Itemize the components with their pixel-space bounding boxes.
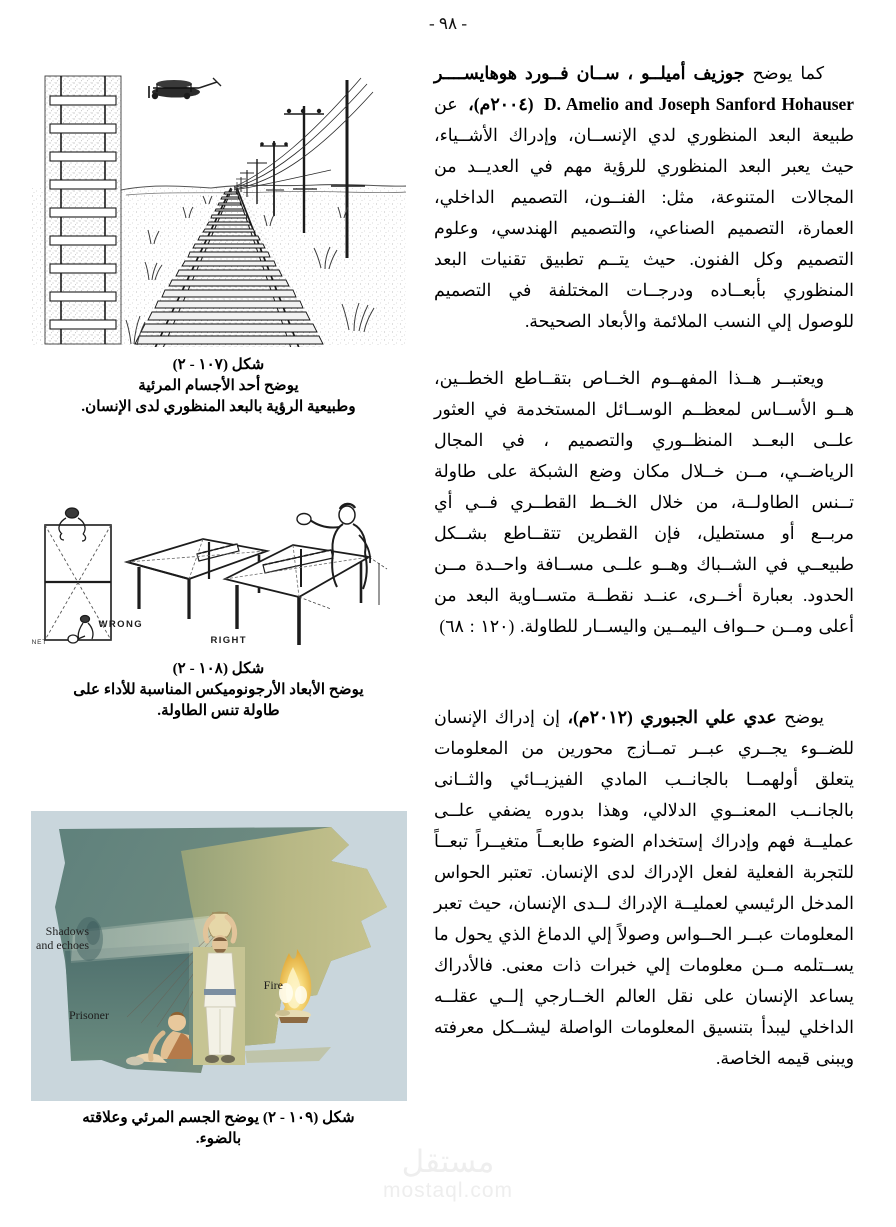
paragraph-1-author-latin: D. Amelio and Joseph Sanford Hohauser (544, 94, 854, 114)
figure-107-2-caption-line-2: وطبيعية الرؤية بالبعد المنظوري لدى الإنسان. (81, 398, 356, 415)
text-column (434, 58, 854, 1074)
platos-cave-illustration (31, 811, 407, 1101)
label-echoes: and echoes (35, 938, 89, 952)
watermark-latin: mostaql.com (382, 1179, 514, 1202)
figure-109-2-number: شكل (١٠٩ - ٢) (262, 1109, 355, 1126)
railroad-perspective-drawing (31, 58, 407, 348)
table-tennis-ergonomics-diagram (31, 487, 407, 652)
paragraph-2 (434, 363, 854, 642)
paragraph-3 (434, 702, 854, 1074)
paragraph-3-lead: يوضح (784, 707, 824, 727)
figure-109-2-caption-line-2: بالضوء. (195, 1130, 242, 1147)
svg-text:NET: NET (31, 639, 47, 646)
paragraph-1-author-arabic: جوزيف أميلــو ، ســان فــورد هوهايســــر (434, 63, 745, 83)
label-prisoner: Prisoner (68, 1008, 109, 1022)
figures-column (26, 58, 411, 1163)
paragraph-2-body: ويعتبــر هــذا المفهــوم الخــاص بتقــاطع الخطــين، هــو الأســاس لمعظــم الوســائل المستخدمة في العثور علــى البعــد المنظــوري والتصميم ، في المجال الرياضــي، مــن خــلال مكان وضع الشبكة على طاولة تــنس الطاولــة، من خلال الخــط القطــري فــي أي مربــع أو مستطيل، فإن القطرين تتقــاطع بشــكل طبيعــي في الشــباك وهــو علــى مســافة واحــدة مــن الحدود. بعبارة أخــرى، عنــد نقطــة متســاوية البعد من أعلى ومــن حــواف اليمــين واليســار للطاولة. (١٢٠ : ٦٨) (434, 368, 854, 636)
page-number: - ٩٨ - (428, 14, 468, 33)
figure-109-2-caption-line-1: يوضح الجسم المرئي وعلاقته (82, 1109, 260, 1126)
figure-108-2-number: شكل (١٠٨ - ٢) (172, 660, 265, 677)
figure-108-2-caption (26, 658, 411, 721)
paragraph-3-author-arabic: عدي علي الجبوري (640, 707, 777, 727)
watermark-arabic: مستقل (401, 1144, 495, 1180)
figure-107-2-number: شكل (١٠٧ - ٢) (172, 356, 265, 373)
figure-108-2-caption-line-2: طاولة تنس الطاولة. (157, 702, 280, 719)
table-wrong-label: WRONG (98, 619, 143, 630)
label-shadows: Shadows (45, 924, 89, 938)
paragraph-3-body: إن إدراك الإنسان للضــوء يجــري عبــر تمــازج محورين من المعلومات يتعلق أولهمــا بالجانــب المادي الفيزيــائي والثــانى بالجانــب المعنــوي الدلالي، وهذا بدوره يضفي علــى عمليــة فهم وإدراك إستخدام الضوء طابعــاً متغيــراً تبعــاً للتجربة الفعلية لفعل الإدراك لدى الإنسان. تعتبر الحواس المدخل الرئيسي لعمليــة الإدراك لــدى الإنسان، حيث تعبر المعلومات عبــر الحــواس وصولاً إلي الدماغ الذي يحول ما يســتلمه مــن معلومات إلي خبرات ذات معنى. فالأدراك يساعد الإنسان على نقل العالم الخــارجي إلــي عقلــه الداخلي ليبدأ بتنسيق المعلومات الواصلة ليشــكل معرفته ويبنى قيمه الخاصة. (434, 707, 854, 1068)
figure-108-2-caption-line-1: يوضح الأبعاد الأرجونوميكس المناسبة للأداء على (73, 681, 364, 698)
label-fire: Fire (263, 978, 283, 992)
figure-109-2-caption (26, 1107, 411, 1149)
figure-108-2 (26, 487, 411, 721)
page-columns (0, 58, 896, 1168)
table-right-label: RIGHT (209, 635, 247, 646)
figure-107-2 (26, 58, 411, 417)
paragraph-1-year: (٢٠٠٤م)، (468, 94, 534, 114)
paragraph-1-lead: كما يوضح (752, 63, 824, 83)
figure-109-2 (26, 811, 411, 1149)
paragraph-1 (434, 58, 854, 337)
figure-107-2-caption (26, 354, 411, 417)
figure-107-2-caption-line-1: يوضح أحد الأجسام المرئية (138, 377, 299, 394)
paragraph-1-body: عن طبيعة البعد المنظوري لدي الإنســان، وإدراك الأشــياء، حيث يعبر البعد المنظوري للرؤية مهم في العديــد من المجالات المتنوعة، مثل: الفنــون، التصميم الداخلي، العمارة، التصميم الصناعي، والتصميم الهندسي، وعلوم التصميم وكل الفنون. حيث يتــم تطبيق تقنيات البعد المنظوري بأبعــاده ودرجــات المختلفة في التصميم للوصول إلي النسب الملائمة والأبعاد الصحيحة. (434, 94, 854, 331)
paragraph-3-year: (٢٠١٢م)، (567, 707, 633, 727)
